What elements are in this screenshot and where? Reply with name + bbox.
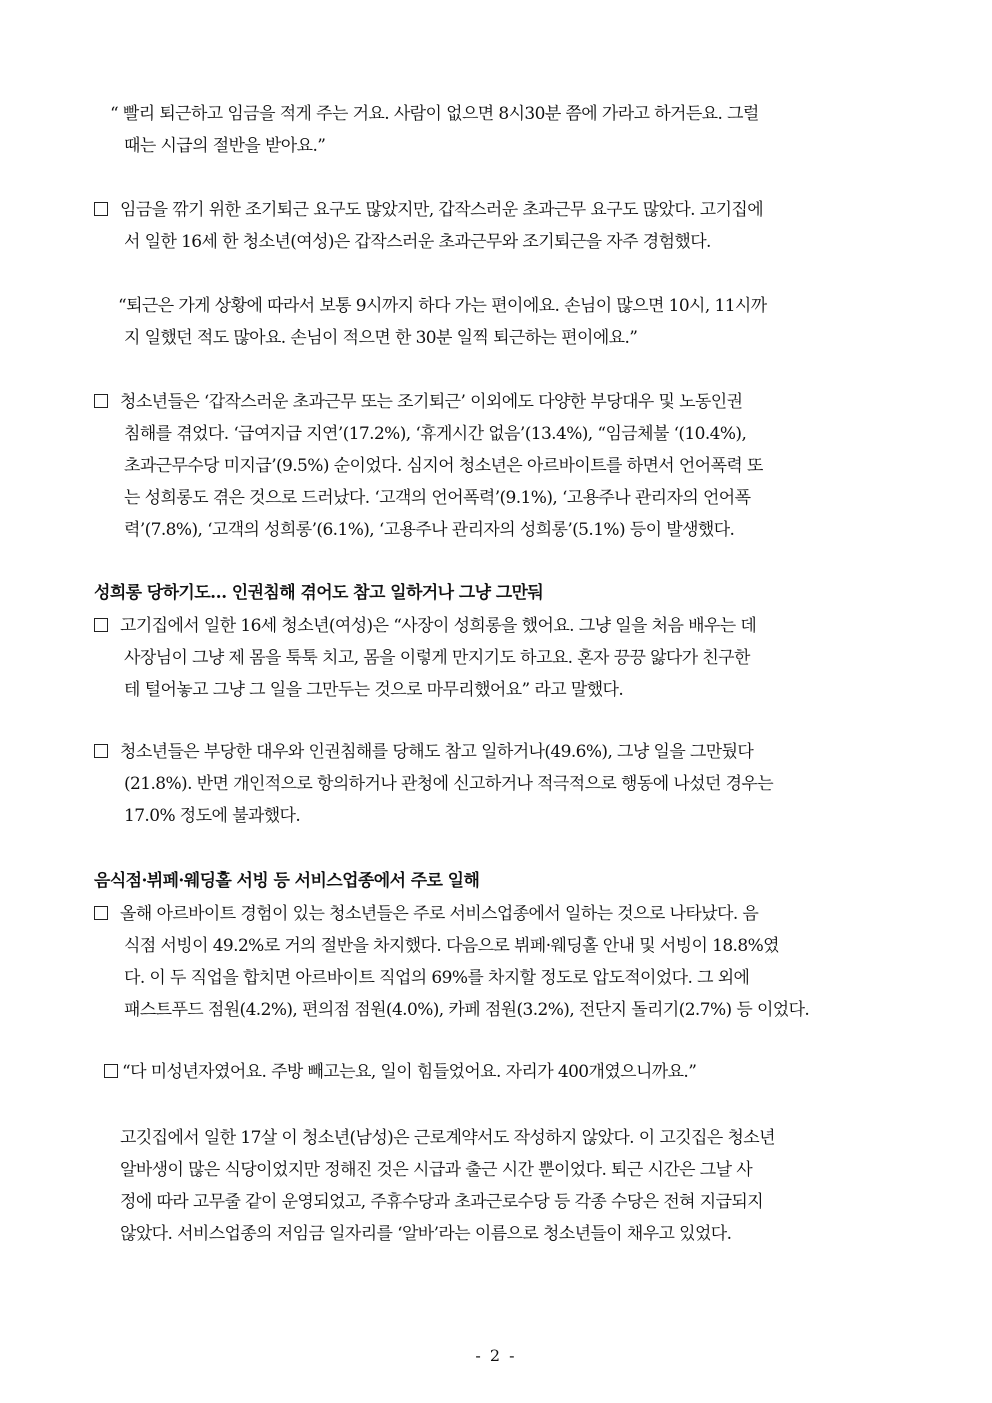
- text-line: 임금을 깎기 위한 조기퇴근 요구도 많았지만, 갑작스러운 초과근무 요구도 많았다. 고기집에: [120, 200, 764, 220]
- text-line: 침해를 겪었다. ‘급여지급 지연’(17.2%), ‘휴게시간 없음’(13.4%), “임금체불 ‘(10.4%),: [124, 424, 747, 444]
- text-line: 고깃집에서 일한 17살 이 청소년(남성)은 근로계약서도 작성하지 않았다. 이 고깃집은 청소년: [120, 1128, 775, 1148]
- text-line: 정에 따라 고무줄 같이 운영되었고, 주휴수당과 초과근로수당 등 각종 수당은 전혀 지급되지: [120, 1192, 764, 1212]
- text-line: 패스트푸드 점원(4.2%), 편의점 점원(4.0%), 카페 점원(3.2%), 전단지 돌리기(2.7%) 등 이었다.: [124, 1000, 810, 1020]
- text-line: “다 미성년자였어요. 주방 빼고는요, 일이 힘들었어요. 자리가 400개였으니까요.”: [122, 1062, 697, 1082]
- text-line: 테 털어놓고 그냥 그 일을 그만두는 것으로 마무리했어요” 라고 말했다.: [124, 680, 624, 700]
- checkbox-bullet-icon: [94, 394, 108, 408]
- checkbox-bullet-icon: [94, 202, 108, 216]
- text-line: (21.8%). 반면 개인적으로 항의하거나 관청에 신고하거나 적극적으로 행동에 나섰던 경우는: [124, 774, 774, 794]
- section-heading-service-jobs: 음식점·뷔페·웨딩홀 서빙 등 서비스업종에서 주로 일해: [94, 871, 480, 891]
- text-line: 고기집에서 일한 16세 청소년(여성)은 “사장이 성희롱을 했어요. 그냥 일을 처음 배우는 데: [120, 616, 757, 636]
- section-heading-harassment: 성희롱 당하기도… 인권침해 겪어도 참고 일하거나 그냥 그만둬: [94, 583, 544, 603]
- text-line: 때는 시급의 절반을 받아요.”: [124, 136, 326, 156]
- paragraph-unfair-treatment: [94, 386, 900, 546]
- text-line: 지 일했던 적도 많아요. 손님이 적으면 한 30분 일찍 퇴근하는 편이에요.”: [124, 328, 638, 348]
- paragraph-harassment-case: [94, 610, 900, 706]
- paragraph-service-jobs: [94, 898, 900, 1026]
- text-line: 식점 서빙이 49.2%로 거의 절반을 차지했다. 다음으로 뷔페·웨딩홀 안내 및 서빙이 18.8%였: [124, 936, 779, 956]
- text-line: 사장님이 그냥 제 몸을 툭툭 치고, 몸을 이렇게 만지기도 하고요. 혼자 끙끙 앓다가 친구한: [124, 648, 750, 668]
- interview-quote-1: [110, 98, 900, 162]
- text-line: 알바생이 많은 식당이었지만 정해진 것은 시급과 출근 시간 뿐이었다. 퇴근 시간은 그날 사: [120, 1160, 753, 1180]
- interview-quote-3: [104, 1056, 900, 1088]
- paragraph-overtime: [94, 194, 900, 258]
- checkbox-bullet-icon: [104, 1064, 118, 1078]
- checkbox-bullet-icon: [94, 618, 108, 632]
- checkbox-bullet-icon: [94, 906, 108, 920]
- text-line: 초과근무수당 미지급’(9.5%) 순이었다. 심지어 청소년은 아르바이트를 하면서 언어폭력 또: [124, 456, 763, 476]
- paragraph-case-study: [120, 1122, 900, 1250]
- checkbox-bullet-icon: [94, 744, 108, 758]
- text-line: 청소년들은 ‘갑작스러운 초과근무 또는 조기퇴근’ 이외에도 다양한 부당대우 및 노동인권: [120, 392, 743, 412]
- page-number: - 2 -: [475, 1346, 517, 1365]
- text-line: “퇴근은 가게 상황에 따라서 보통 9시까지 하다 가는 편이에요. 손님이 많으면 10시, 11시까: [118, 296, 767, 316]
- text-line: 않았다. 서비스업종의 저임금 일자리를 ‘알바’라는 이름으로 청소년들이 채우고 있었다.: [120, 1224, 732, 1244]
- text-line: 청소년들은 부당한 대우와 인권침해를 당해도 참고 일하거나(49.6%), 그냥 일을 그만뒀다: [120, 742, 754, 762]
- interview-quote-2: [118, 290, 900, 354]
- text-line: “ 빨리 퇴근하고 임금을 적게 주는 거요. 사람이 없으면 8시30분 쯤에 가라고 하거든요. 그럴: [110, 104, 759, 124]
- text-line: 올해 아르바이트 경험이 있는 청소년들은 주로 서비스업종에서 일하는 것으로 나타났다. 음: [120, 904, 759, 924]
- text-line: 다. 이 두 직업을 합치면 아르바이트 직업의 69%를 차지할 정도로 압도적이었다. 그 외에: [124, 968, 750, 988]
- paragraph-response: [94, 736, 900, 832]
- text-line: 는 성희롱도 겪은 것으로 드러났다. ‘고객의 언어폭력’(9.1%), ‘고용주나 관리자의 언어폭: [124, 488, 751, 508]
- text-line: 서 일한 16세 한 청소년(여성)은 갑작스러운 초과근무와 조기퇴근을 자주 경험했다.: [124, 232, 711, 252]
- text-line: 17.0% 정도에 불과했다.: [124, 806, 301, 826]
- text-line: 력’(7.8%), ‘고객의 성희롱’(6.1%), ‘고용주나 관리자의 성희롱’(5.1%) 등이 발생했다.: [124, 520, 735, 540]
